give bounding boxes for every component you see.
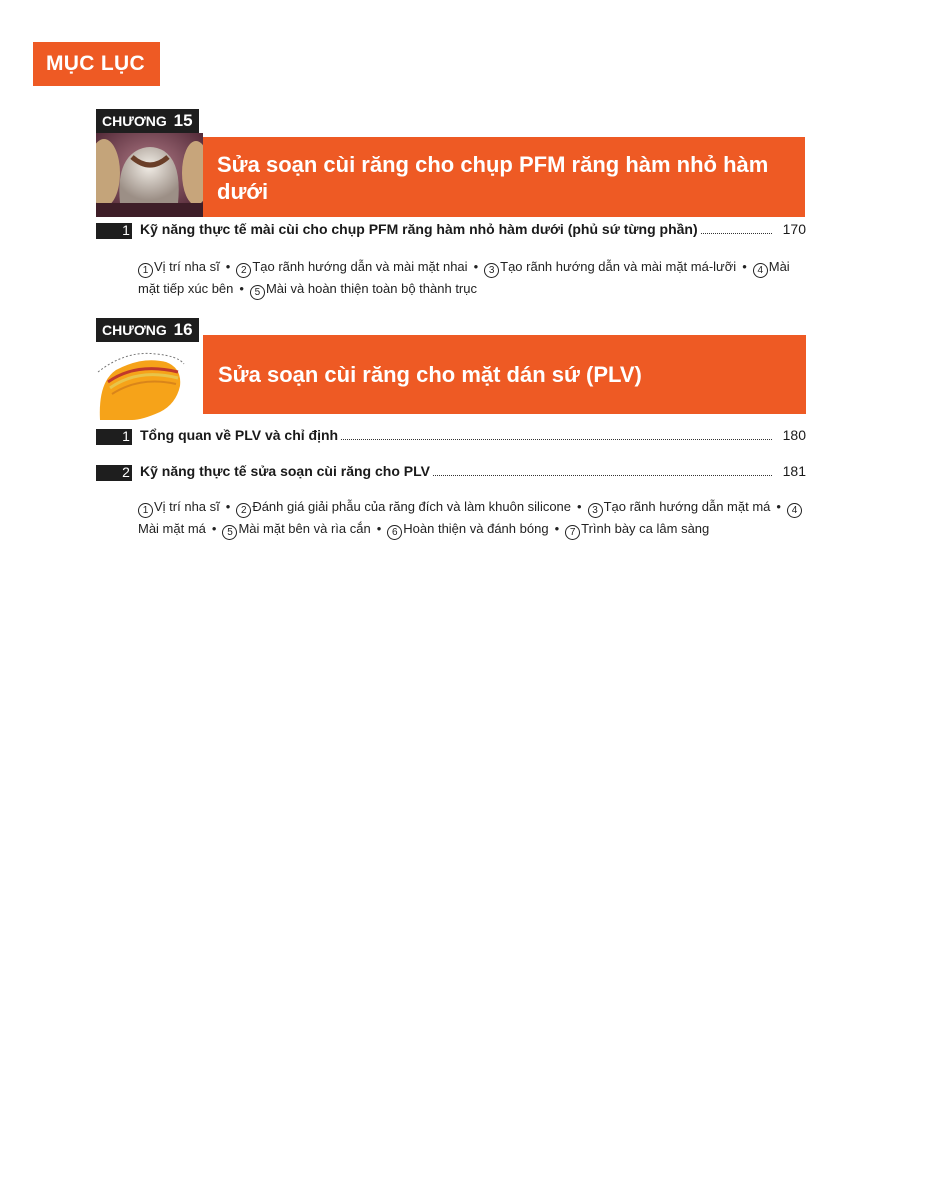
circled-number-icon: 7 (565, 525, 580, 540)
subtopic: 1 Vị trí nha sĩ (138, 499, 220, 514)
chapter-tag-label: CHƯƠNG (102, 322, 167, 338)
subtopic: 3 Tạo rãnh hướng dẫn mặt má (588, 499, 771, 514)
circled-number-icon: 1 (138, 263, 153, 278)
chapter-title-banner: Sửa soạn cùi răng cho chụp PFM răng hàm nhỏ hàm dưới (203, 137, 805, 217)
page-number: 180 (780, 424, 806, 446)
toc-entry[interactable] (96, 460, 806, 482)
section-number: 1 (122, 428, 130, 444)
circled-number-icon: 2 (236, 503, 251, 518)
chapter-16-tooth-illustration (96, 342, 203, 420)
section-title: Kỹ năng thực tế sửa soạn cùi răng cho PLV (140, 460, 432, 482)
tooth-photo-icon (96, 133, 203, 217)
circled-number-icon: 4 (753, 263, 768, 278)
chapter-tag (96, 318, 199, 342)
chapter-15-header (96, 109, 806, 209)
circled-number-icon: 3 (588, 503, 603, 518)
chapter-16-header (96, 318, 806, 418)
circled-number-icon: 5 (250, 285, 265, 300)
circled-number-icon: 1 (138, 503, 153, 518)
section-number: 1 (122, 222, 130, 238)
page-number: 181 (780, 460, 806, 482)
tooth-illustration-icon (96, 342, 203, 420)
chapter-number: 15 (173, 111, 193, 130)
circled-number-icon: 3 (484, 263, 499, 278)
subtopic: 3 Tạo rãnh hướng dẫn và mài mặt má-lưỡi (484, 259, 736, 274)
subtopic: 1 Vị trí nha sĩ (138, 259, 220, 274)
circled-number-icon: 2 (236, 263, 251, 278)
circled-number-icon: 4 (787, 503, 802, 518)
page-title: MỤC LỤC (33, 42, 160, 86)
subtopic: 4Mài mặt má (138, 499, 803, 536)
subtopic: 4 Mài mặt tiếp xúc bên (138, 259, 790, 296)
subtopic: 2 Đánh giá giải phẫu của răng đích và làm khuôn silicone (236, 499, 571, 514)
subtopic: 5 Mài mặt bên và rìa cắn (222, 521, 370, 536)
page-number: 170 (780, 218, 806, 240)
section-title: Kỹ năng thực tế mài cùi cho chụp PFM răng hàm nhỏ hàm dưới (phủ sứ từng phần) (140, 218, 700, 240)
chapter-tag (96, 109, 199, 133)
section-title: Tổng quan về PLV và chỉ định (140, 424, 340, 446)
subtopic: 6 Hoàn thiện và đánh bóng (387, 521, 548, 536)
chapter-15-tooth-photo (96, 133, 203, 217)
chapter-title-banner: Sửa soạn cùi răng cho mặt dán sứ (PLV) (203, 335, 806, 414)
toc-entry[interactable] (96, 218, 806, 240)
subtopic: 2 Tạo rãnh hướng dẫn và mài mặt nhai (236, 259, 467, 274)
subtopic-list: 1 Vị trí nha sĩ • 2 Đánh giá giải phẫu của răng đích và làm khuôn silicone • 3 Tạo rãnh hướng dẫn mặt má • 4Mài mặt má • 5 Mài mặt bên và rìa cắn • 6 Hoàn thiện và đánh bóng • 7 Trình bày ca lâm sàng (138, 496, 808, 540)
toc-entry[interactable] (96, 424, 806, 446)
circled-number-icon: 6 (387, 525, 402, 540)
section-number: 2 (122, 464, 130, 480)
subtopic: 5 Mài và hoàn thiện toàn bộ thành trục (250, 281, 477, 296)
chapter-tag-label: CHƯƠNG (102, 113, 167, 129)
subtopic: 7 Trình bày ca lâm sàng (565, 521, 709, 536)
circled-number-icon: 5 (222, 525, 237, 540)
subtopic-list: 1 Vị trí nha sĩ • 2 Tạo rãnh hướng dẫn và mài mặt nhai • 3 Tạo rãnh hướng dẫn và mài mặt má-lưỡi • 4 Mài mặt tiếp xúc bên • 5 Mài và hoàn thiện toàn bộ thành trục (138, 259, 790, 298)
chapter-number: 16 (173, 320, 193, 339)
